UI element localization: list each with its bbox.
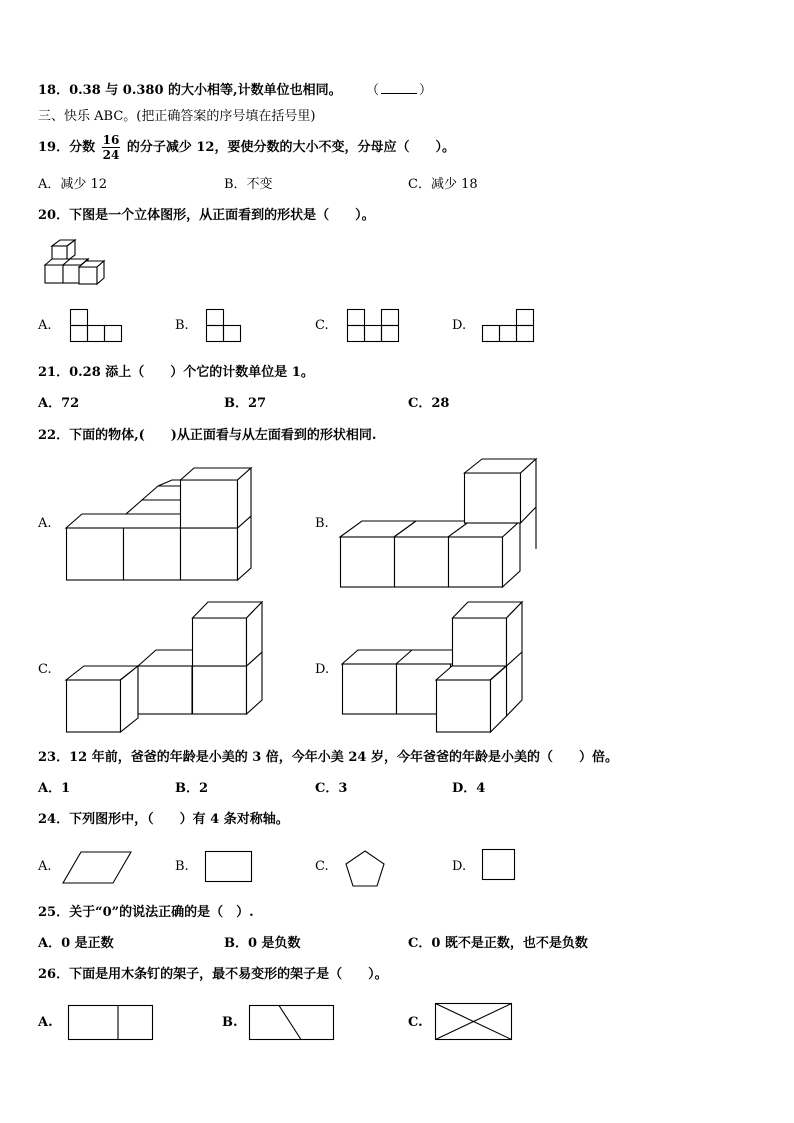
view-option-c[interactable] [347, 309, 399, 343]
option-d[interactable]: D. [315, 662, 330, 677]
fraction-denominator: 24 [102, 148, 120, 162]
option-a[interactable]: A. [38, 1015, 53, 1030]
question-19: 19．分数 $\frac{16}{24}$ 的分子减少 12，要使分数的大小不变，分母应（ ）。 [38, 133, 455, 162]
option-c[interactable]: C．28 [408, 396, 450, 411]
option-a[interactable]: A．0 是正数 [38, 936, 114, 951]
blank-line [381, 83, 417, 94]
view-option-d[interactable] [482, 309, 534, 343]
option-c[interactable]: C．3 [315, 781, 348, 796]
question-26: 26．下面是用木条钉的架子，最不易变形的架子是（ ）。 [38, 967, 388, 982]
option-a[interactable]: A. [38, 516, 52, 531]
answer-blank-18[interactable]: （ ） [366, 83, 433, 98]
question-25: 25．关于“0”的说法正确的是（ ）. [38, 905, 254, 920]
option-b[interactable]: B. [175, 859, 189, 874]
section-title: 三、快乐 ABC。(把正确答案的序号填在括号里) [38, 109, 316, 124]
frame-option-c[interactable] [435, 1003, 513, 1041]
solid-option-b[interactable] [340, 457, 540, 589]
option-c[interactable]: C. [408, 1015, 423, 1030]
square-shape[interactable] [482, 849, 516, 881]
option-b[interactable]: B. [222, 1015, 238, 1030]
option-b[interactable]: B．0 是负数 [224, 936, 301, 951]
option-d[interactable]: D．4 [452, 781, 486, 796]
option-a[interactable]: A．减少 12 [38, 177, 108, 192]
question-24: 24．下列图形中，（ ）有 4 条对称轴。 [38, 812, 289, 827]
option-d[interactable]: D. [452, 859, 467, 874]
frame-option-a[interactable] [68, 1005, 154, 1041]
question-20: 20．下图是一个立体图形，从正面看到的形状是（ ）。 [38, 208, 375, 223]
pentagon-shape[interactable] [344, 850, 386, 888]
option-a[interactable]: A．1 [38, 781, 71, 796]
question-23: 23．12 年前，爸爸的年龄是小美的 3 倍，今年小美 24 岁，今年爸爸的年龄是小美的（ ）倍。 [38, 750, 618, 765]
question-18 [38, 83, 342, 99]
option-a[interactable]: A．72 [38, 396, 80, 411]
view-option-b[interactable] [206, 309, 242, 343]
fraction-numerator: 16 [102, 133, 120, 147]
option-b[interactable]: B．27 [224, 396, 267, 411]
view-option-a[interactable] [70, 309, 122, 343]
rectangle-shape[interactable] [205, 851, 253, 883]
question-21: 21．0.28 添上（ ）个它的计数单位是 1。 [38, 365, 314, 380]
option-d[interactable]: D. [452, 318, 467, 333]
option-b[interactable]: B．2 [175, 781, 209, 796]
option-a[interactable]: A. [38, 859, 52, 874]
solid-option-d[interactable] [342, 600, 528, 734]
solid-option-a[interactable] [66, 466, 256, 584]
option-c[interactable]: C．减少 18 [408, 177, 478, 192]
fraction [102, 133, 121, 162]
option-b[interactable]: B. [175, 318, 189, 333]
question-22: 22．下面的物体,( )从正面看与从左面看到的形状相同. [38, 428, 377, 443]
option-c[interactable]: C. [38, 662, 52, 677]
parallelogram-shape[interactable] [63, 851, 133, 885]
option-a[interactable]: A. [38, 318, 52, 333]
solid-option-c[interactable] [66, 600, 266, 734]
option-b[interactable]: B．不变 [224, 177, 273, 192]
option-b[interactable]: B. [315, 516, 329, 531]
question-18-text: 18．0.38 与 0.380 的大小相等,计数单位也相同。 [38, 83, 342, 98]
option-c[interactable]: C. [315, 859, 329, 874]
frame-option-b[interactable] [249, 1005, 335, 1041]
option-c[interactable]: C. [315, 318, 329, 333]
solid-figure [42, 238, 112, 290]
option-c[interactable]: C．0 既不是正数，也不是负数 [408, 936, 588, 951]
